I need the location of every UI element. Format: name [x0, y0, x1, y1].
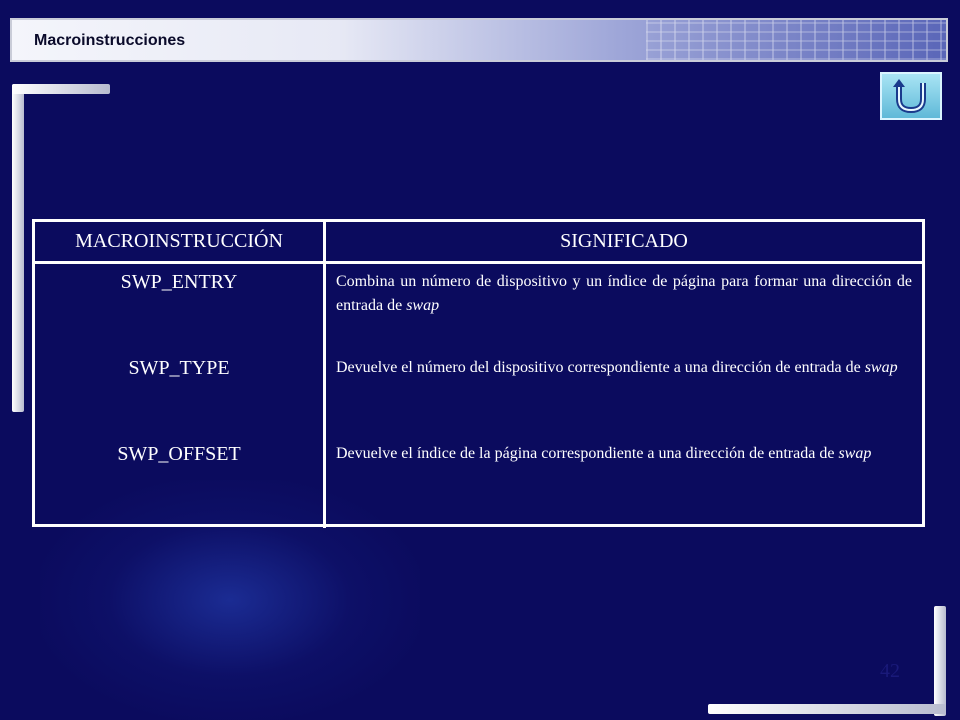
meaning-column [326, 264, 922, 528]
table-header-macro: MACROINSTRUCCIÓN [35, 222, 326, 264]
frame-corner-top-left-vertical [12, 84, 24, 412]
frame-corner-bottom-right-vertical [934, 606, 946, 716]
slide-title: Macroinstrucciones [34, 32, 186, 49]
frame-corner-top-left-horizontal [12, 84, 110, 94]
macro-name-swp-offset: SWP_OFFSET [117, 443, 241, 465]
back-button[interactable] [880, 72, 942, 120]
description-text: Devuelve el número del dispositivo correspondiente a una dirección de entrada de [336, 359, 865, 376]
macro-table [32, 219, 925, 527]
description-emphasis: swap [406, 297, 440, 314]
frame-corner-bottom-right-horizontal [708, 704, 946, 714]
macro-description-swp-type [336, 356, 912, 442]
macro-description-swp-offset [336, 442, 912, 528]
macro-column [35, 264, 326, 528]
u-turn-back-icon [891, 77, 931, 115]
page-number: 42 [880, 660, 900, 682]
title-bar [10, 18, 948, 62]
table-header-meaning: SIGNIFICADO [326, 222, 922, 264]
title-bar-grid-decoration [646, 20, 946, 60]
macro-description-swp-entry [336, 270, 912, 356]
description-text: Combina un número de dispositivo y un índice de página para formar una dirección de entrada de [336, 273, 912, 314]
description-emphasis: swap [838, 445, 872, 462]
description-emphasis: swap [864, 359, 898, 376]
description-text: Devuelve el índice de la página correspondiente a una dirección de entrada de [336, 445, 839, 462]
macro-name-swp-type: SWP_TYPE [128, 357, 230, 379]
macro-name-swp-entry: SWP_ENTRY [120, 271, 238, 293]
